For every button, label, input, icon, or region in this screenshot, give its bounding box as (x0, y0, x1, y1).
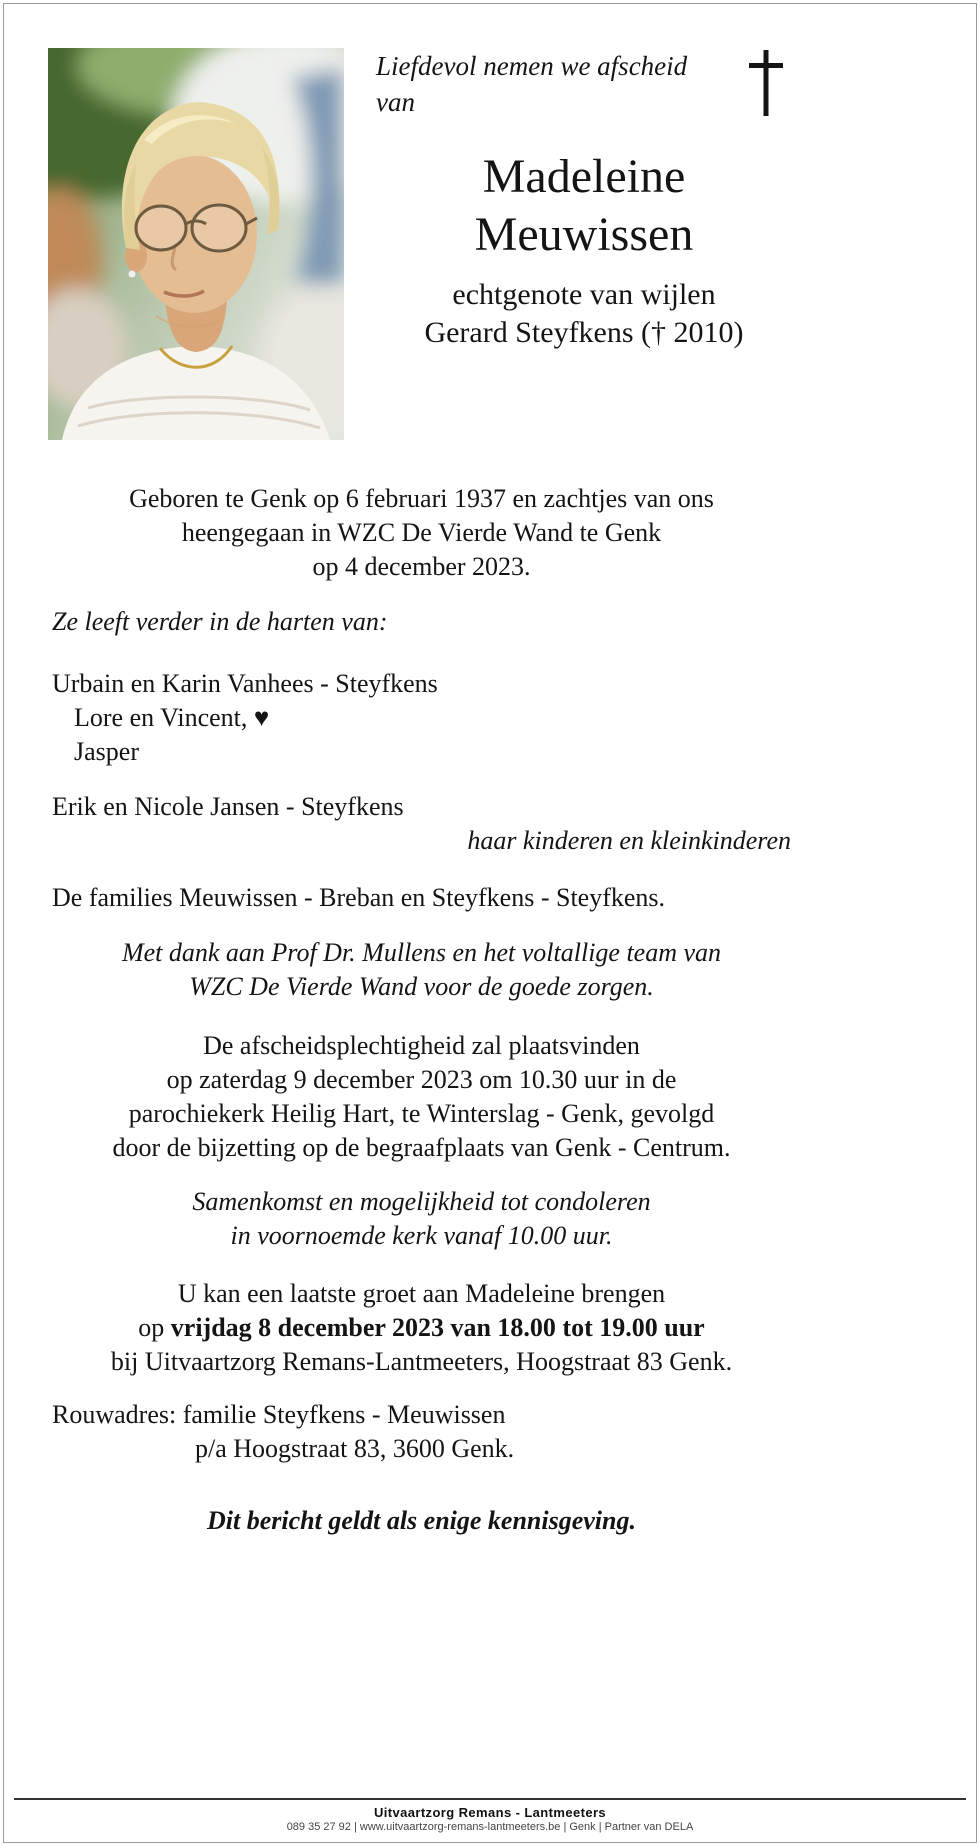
deceased-last-name: Meuwissen (474, 208, 694, 261)
ceremony-line: De afscheidsplechtigheid zal plaatsvinden (203, 1031, 640, 1060)
family-member: Lore en Vincent, ♥ (74, 703, 270, 732)
mourning-address (52, 1398, 791, 1466)
family-relation (52, 824, 791, 858)
portrait-photo-graphic (48, 48, 344, 440)
family-member: Urbain en Karin Vanhees - Steyfkens (52, 669, 438, 698)
birth-death-line: heengegaan in WZC De Vierde Wand te Genk (181, 518, 662, 547)
last-greeting-datetime: vrijdag 8 december 2023 van 18.00 tot 19.00 uur (170, 1313, 705, 1342)
ceremony-paragraph (52, 1029, 791, 1165)
family-intro (52, 605, 791, 639)
birth-death-line: op 4 december 2023. (312, 552, 531, 581)
header (4, 4, 976, 440)
spouse-info-line: Gerard Steyfkens († 2010) (424, 316, 744, 349)
last-greeting-line: U kan een laatste groet aan Madeleine brengen (177, 1279, 666, 1308)
condolences-line: in voornoemde kerk vanaf 10.00 uur. (230, 1221, 613, 1250)
header-text (360, 48, 808, 352)
mourning-address-line: Rouwadres: familie Steyfkens - Meuwissen (52, 1400, 506, 1429)
page-frame (3, 3, 977, 1843)
families-paragraph (52, 881, 791, 915)
birth-death-line: Geboren te Genk op 6 februari 1937 en zachtjes van ons (129, 484, 714, 513)
funeral-home-contact: 089 35 27 92 | www.uitvaartzorg-remans-lantmeeters.be | Genk | Partner van DELA (286, 1821, 694, 1833)
farewell-intro-line: Liefdevol nemen we afscheid (376, 51, 688, 81)
spouse-info (360, 276, 808, 352)
cross-icon (748, 50, 784, 116)
family-group-2 (52, 790, 791, 824)
thanks-line: WZC De Vierde Wand voor de goede zorgen. (189, 972, 654, 1001)
mourning-address-line: p/a Hoogstraat 83, 3600 Genk. (195, 1434, 515, 1463)
ceremony-line: door de bijzetting op de begraafplaats van Genk - Centrum. (112, 1133, 731, 1162)
ceremony-line: parochiekerk Heilig Hart, te Winterslag - Genk, gevolgd (128, 1099, 715, 1128)
last-greeting-prefix: op (138, 1313, 171, 1342)
condolences-line: Samenkomst en mogelijkheid tot condoleren (192, 1187, 651, 1216)
family-group-1 (52, 667, 791, 769)
family-relation-line: haar kinderen en kleinkinderen (467, 826, 791, 855)
portrait-photo (48, 48, 344, 440)
funeral-home-name: Uitvaartzorg Remans - Lantmeeters (373, 1805, 607, 1820)
family-member: Erik en Nicole Jansen - Steyfkens (52, 792, 404, 821)
deceased-first-name: Madeleine (482, 150, 686, 203)
content (4, 440, 976, 1538)
last-greeting-line: bij Uitvaartzorg Remans-Lantmeeters, Hoogstraat 83 Genk. (110, 1347, 733, 1376)
thanks-line: Met dank aan Prof Dr. Mullens en het voltallige team van (121, 938, 722, 967)
notice-line: Dit bericht geldt als enige kennisgeving. (207, 1506, 636, 1535)
thanks-paragraph (52, 936, 791, 1004)
condolences-paragraph (52, 1185, 791, 1253)
family-member: Jasper (74, 737, 139, 766)
deceased-name (360, 148, 808, 264)
farewell-intro-line: van (376, 87, 415, 117)
footer (14, 1798, 966, 1842)
birth-death-paragraph (52, 482, 791, 584)
header-right (360, 48, 932, 440)
spouse-info-line: echtgenote van wijlen (452, 278, 716, 311)
notice-paragraph (52, 1504, 791, 1538)
ceremony-line: op zaterdag 9 december 2023 om 10.30 uur in de (166, 1065, 677, 1094)
family-intro-line: Ze leeft verder in de harten van: (52, 607, 388, 636)
last-greeting-paragraph (52, 1277, 791, 1379)
families-line: De families Meuwissen - Breban en Steyfkens - Steyfkens. (52, 883, 666, 912)
last-greeting-line (52, 1311, 791, 1345)
farewell-intro (360, 48, 808, 120)
